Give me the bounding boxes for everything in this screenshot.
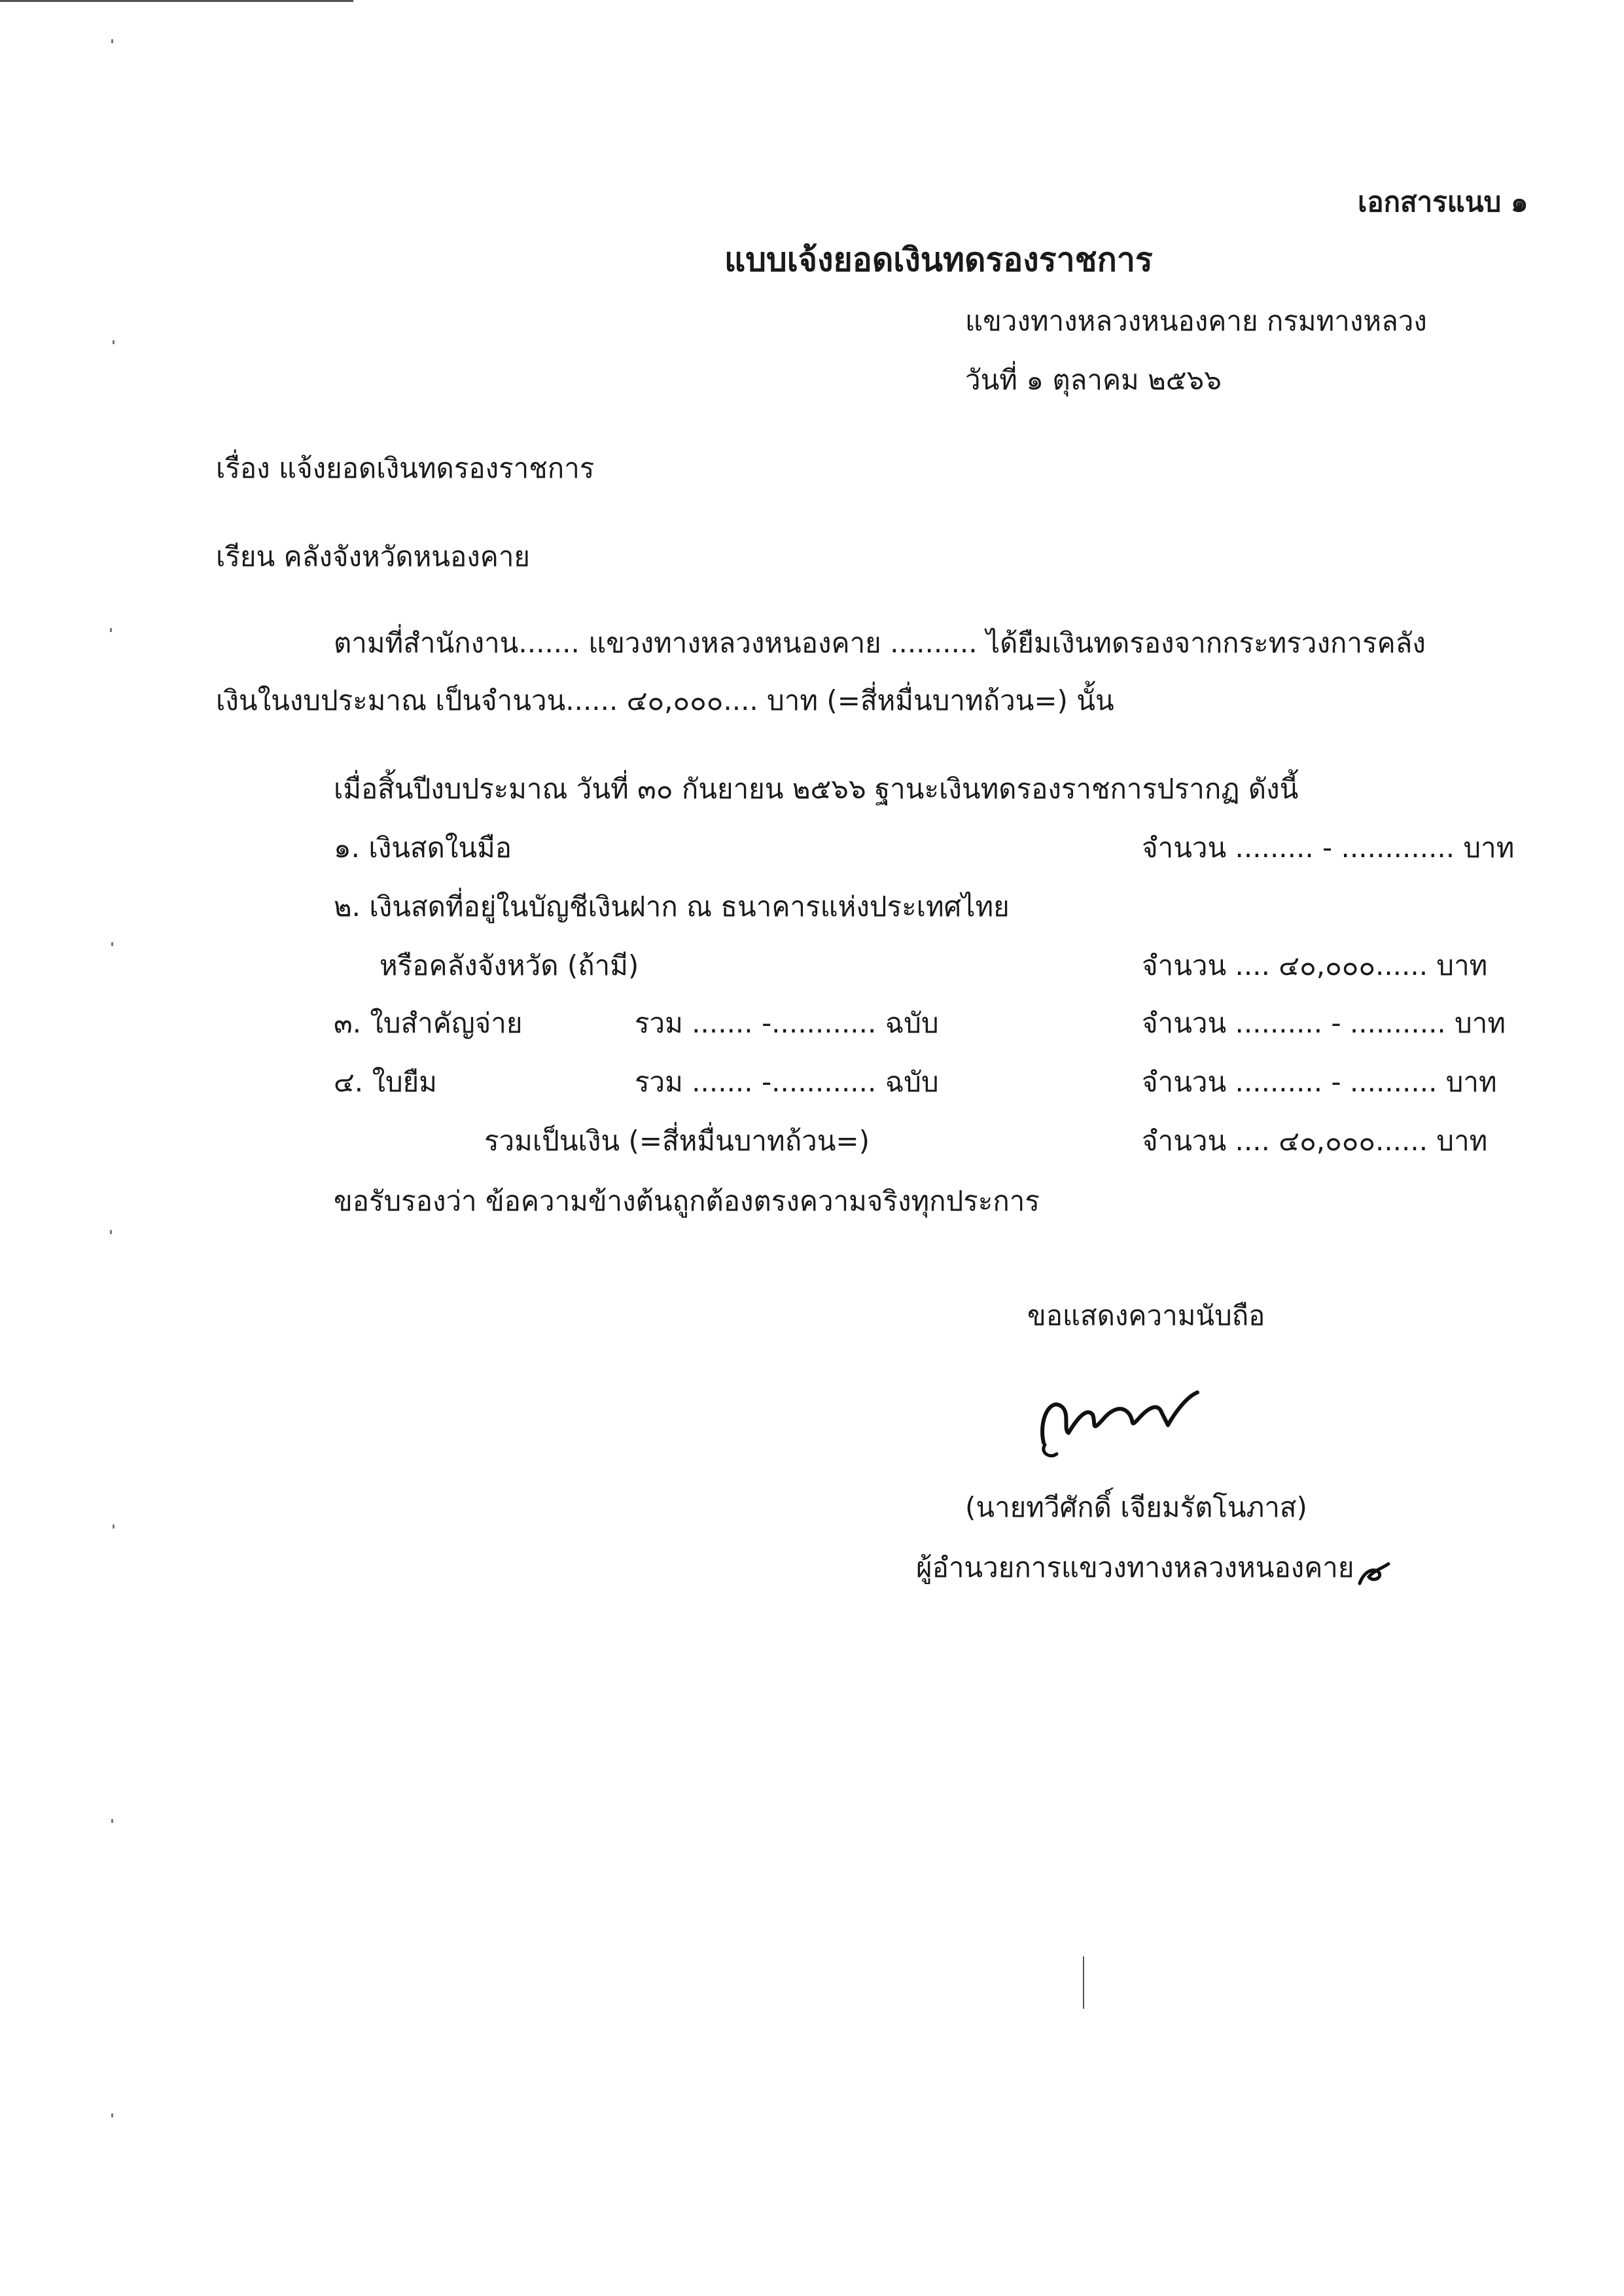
paragraph-2: เมื่อสิ้นปีงบประมาณ วันที่ ๓๐ กันยายน ๒๕๖๖ ฐานะเงินทดรองราชการปรากฏ ดังนี้ bbox=[334, 773, 1299, 805]
scan-dot bbox=[110, 628, 112, 632]
scan-mark bbox=[1083, 1956, 1084, 2009]
scan-dot bbox=[111, 942, 113, 946]
scan-dot bbox=[111, 1819, 113, 1823]
scan-dot bbox=[113, 1525, 115, 1528]
scan-dot bbox=[111, 2113, 113, 2117]
certification-statement: ขอรับรองว่า ข้อความข้างต้นถูกต้องตรงความจริงทุกประการ bbox=[334, 1185, 1040, 1217]
date-line: วันที่ ๑ ตุลาคม ๒๕๖๖ bbox=[965, 364, 1222, 396]
signer-title: ผู้อำนวยการแขวงทางหลวงหนองคาย bbox=[916, 1551, 1354, 1583]
scan-dot bbox=[110, 1230, 112, 1234]
scan-dot bbox=[111, 39, 113, 43]
organization-line: แขวงทางหลวงหนองคาย กรมทางหลวง bbox=[965, 305, 1427, 337]
scan-edge-line bbox=[0, 0, 353, 2]
item-loan-label: ๔. ใบยืม bbox=[334, 1066, 437, 1098]
item-loan-count: รวม ....... -............ ฉบับ bbox=[635, 1066, 939, 1098]
item-deposit-label-2: หรือคลังจังหวัด (ถ้ามี) bbox=[380, 949, 639, 981]
paragraph-1-line-2: เงินในงบประมาณ เป็นจำนวน...... ๔๐,๐๐๐.... บาท (=สี่หมื่นบาทถ้วน=) นั้น bbox=[216, 684, 1114, 716]
item-voucher-count: รวม ....... -............ ฉบับ bbox=[635, 1007, 939, 1039]
handwritten-initial bbox=[1354, 1557, 1394, 1590]
handwritten-signature bbox=[1031, 1368, 1207, 1466]
item-cash-amount: จำนวน ......... - ............. บาท bbox=[1142, 832, 1515, 864]
closing-salutation: ขอแสดงความนับถือ bbox=[1027, 1299, 1265, 1332]
item-deposit-amount: จำนวน .... ๔๐,๐๐๐...... บาท bbox=[1142, 949, 1488, 981]
item-deposit-label: ๒. เงินสดที่อยู่ในบัญชีเงินฝาก ณ ธนาคารแห่งประเทศไทย bbox=[334, 891, 1010, 923]
attachment-label: เอกสารแนบ ๑ bbox=[1358, 186, 1528, 218]
total-amount: จำนวน .... ๔๐,๐๐๐...... บาท bbox=[1142, 1125, 1488, 1157]
item-cash-label: ๑. เงินสดในมือ bbox=[334, 832, 512, 864]
signer-name: (นายทวีศักดิ์ เจียมรัตโนภาส) bbox=[965, 1491, 1307, 1523]
paragraph-1-line-1: ตามที่สำนักงาน....... แขวงทางหลวงหนองคาย .......... ได้ยืมเงินทดรองจากกระทรวงการคลัง bbox=[334, 627, 1426, 659]
item-voucher-label: ๓. ใบสำคัญจ่าย bbox=[334, 1007, 523, 1039]
item-voucher-amount: จำนวน .......... - ........... บาท bbox=[1142, 1007, 1506, 1039]
scan-dot bbox=[113, 340, 115, 344]
item-loan-amount: จำนวน .......... - .......... บาท bbox=[1142, 1066, 1497, 1098]
document-title: แบบเจ้งยอดเงินทดรองราชการ bbox=[724, 241, 1153, 279]
subject-line: เรื่อง แจ้งยอดเงินทดรองราชการ bbox=[216, 452, 595, 484]
recipient-line: เรียน คลังจังหวัดหนองคาย bbox=[216, 540, 531, 573]
total-label: รวมเป็นเงิน (=สี่หมื่นบาทถ้วน=) bbox=[484, 1125, 870, 1157]
